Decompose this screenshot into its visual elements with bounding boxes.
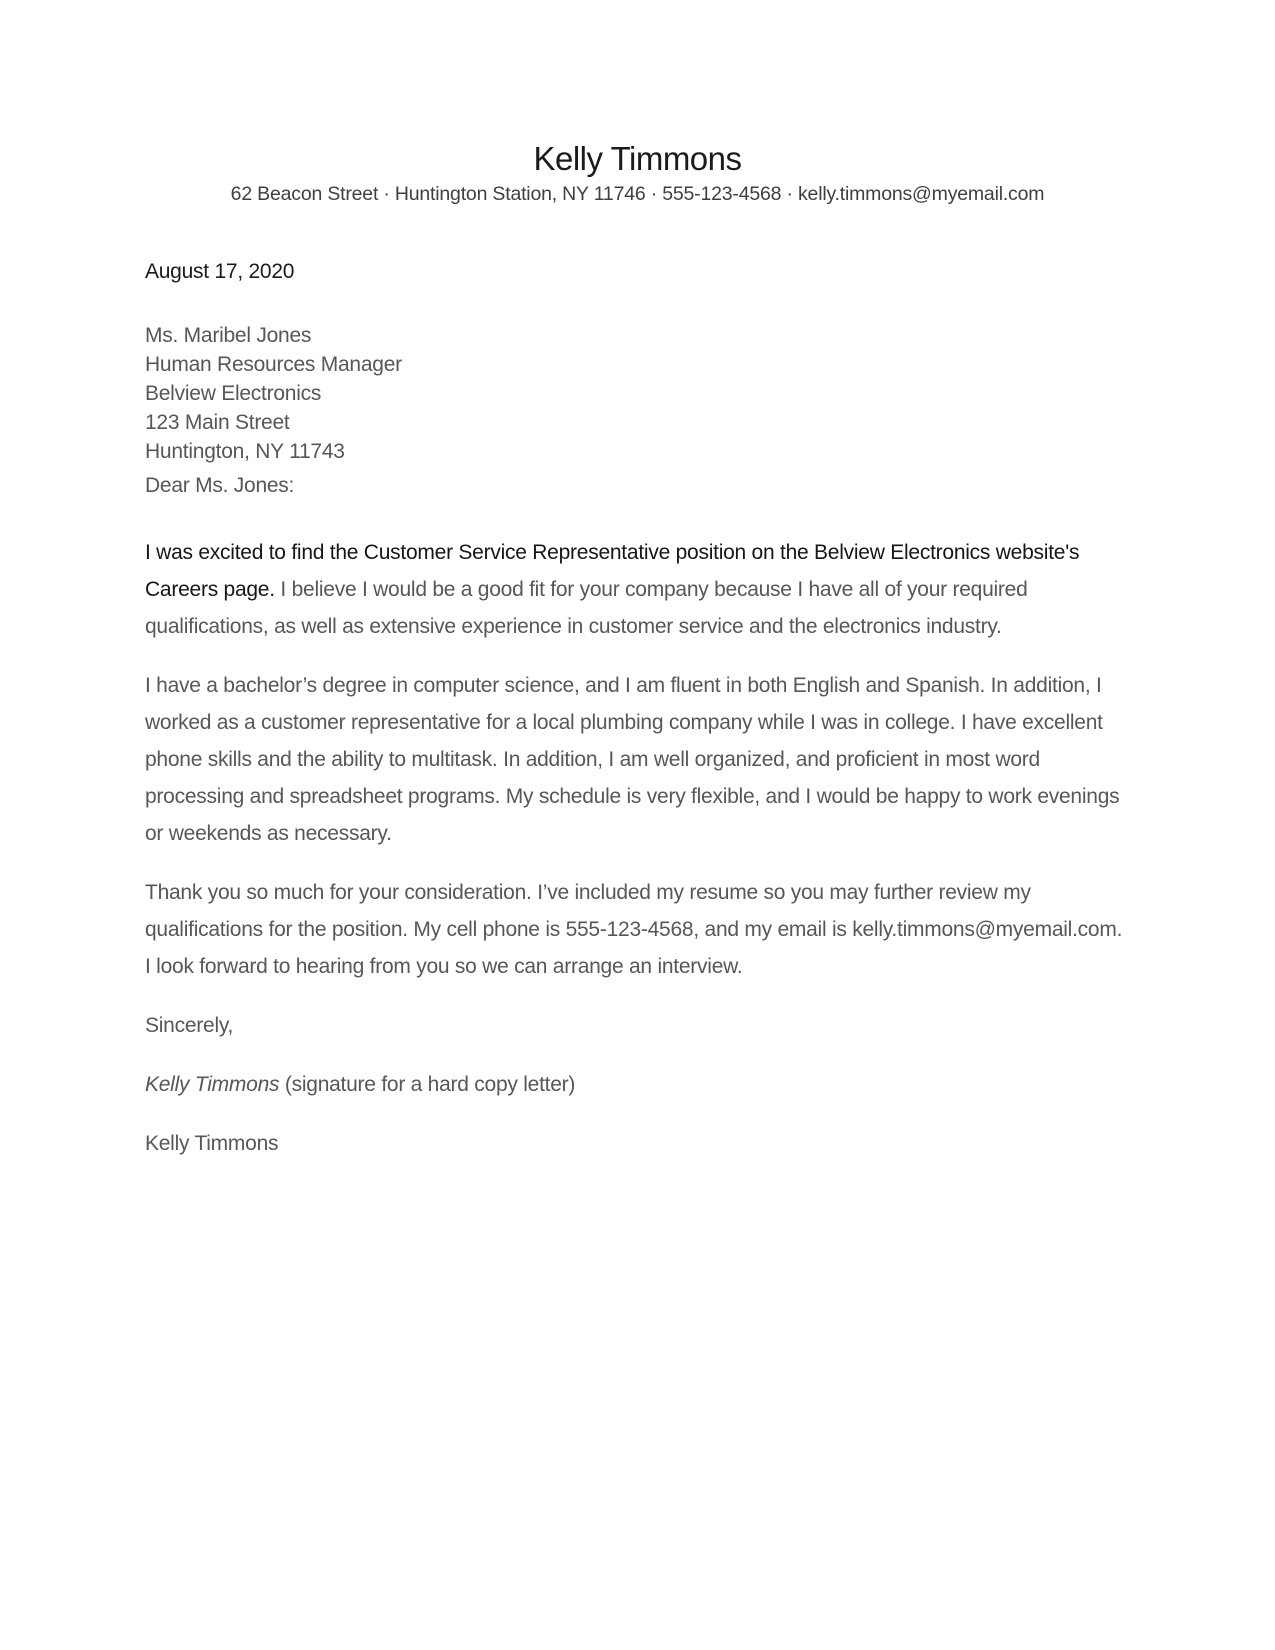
recipient-city: Huntington, NY 11743: [145, 439, 345, 463]
letter-date: August 17, 2020: [145, 259, 295, 283]
typed-name: Kelly Timmons: [145, 1131, 279, 1155]
signature-note: (signature for a hard copy letter): [279, 1072, 576, 1096]
body-paragraph-1: [145, 534, 1130, 645]
body-paragraph-1-rest: I believe I would be a good fit for your company because I have all of your required qualifications, as well as extensive experience in customer service and the electronics industry.: [145, 577, 1028, 638]
body-paragraph-2: I have a bachelor’s degree in computer science, and I am fluent in both English and Spanish. In addition, I worked as a customer representative for a local plumbing company while I was in college. I have excellent phone skills and the ability to multitask. In addition, I am well organized, and proficient in most word processing and spreadsheet programs. My schedule is very flexible, and I would be happy to work evenings or weekends as necessary.: [145, 673, 1120, 845]
signature-line: [145, 1066, 1130, 1103]
letter-header: [145, 140, 1130, 206]
recipient-title: Human Resources Manager: [145, 352, 402, 376]
salutation: Dear Ms. Jones:: [145, 473, 295, 497]
body-paragraph-3: Thank you so much for your consideration. I’ve included my resume so you may further review my qualifications for the position. My cell phone is 555-123-4568, and my email is kelly.timmons@myemail.com. I look forward to hearing from you so we can arrange an interview.: [145, 880, 1123, 978]
sender-name: Kelly Timmons: [533, 140, 742, 177]
body-paragraph-1-lead-sentence: I was excited to find the Customer Service Representative position on the Belview Electronics website's Careers page.: [145, 540, 1080, 601]
recipient-name: Ms. Maribel Jones: [145, 323, 312, 347]
recipient-block: [145, 321, 1130, 466]
recipient-street: 123 Main Street: [145, 410, 290, 434]
recipient-company: Belview Electronics: [145, 381, 322, 405]
closing: Sincerely,: [145, 1013, 234, 1037]
signature-name-italic: Kelly Timmons: [145, 1072, 280, 1096]
sender-contact-line: 62 Beacon Street · Huntington Station, NY 11746 · 555-123-4568 · kelly.timmons@myemail.com: [230, 182, 1045, 205]
